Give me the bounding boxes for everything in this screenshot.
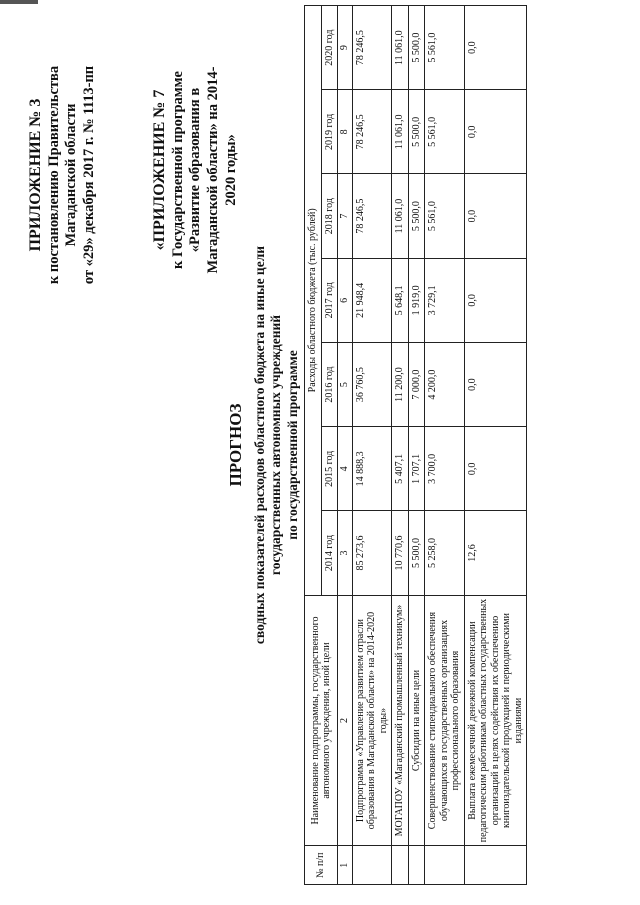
row-value: 5 561,0 bbox=[425, 174, 465, 258]
header-year: 2019 год bbox=[321, 90, 338, 174]
table-index-row bbox=[338, 6, 353, 885]
column-index: 7 bbox=[338, 174, 353, 258]
title-line: государственных автономных учреждений bbox=[268, 314, 284, 576]
appendix-number: ПРИЛОЖЕНИЕ № 3 bbox=[27, 98, 44, 252]
column-index: 4 bbox=[338, 427, 353, 511]
expenses-table bbox=[304, 5, 527, 885]
row-value: 5 407,1 bbox=[392, 427, 409, 511]
appendix-line: Магаданской области bbox=[63, 103, 80, 247]
table-row bbox=[352, 6, 392, 885]
row-value: 7 000,0 bbox=[408, 342, 425, 426]
row-value: 11 061,0 bbox=[392, 90, 409, 174]
row-value: 3 729,1 bbox=[425, 258, 465, 342]
row-value: 11 061,0 bbox=[392, 6, 409, 90]
row-value: 78 246,5 bbox=[352, 6, 392, 90]
table-header-row bbox=[305, 6, 322, 885]
header-number: № п/п bbox=[305, 846, 338, 885]
row-value: 5 648,1 bbox=[392, 258, 409, 342]
row-value: 85 273,6 bbox=[352, 511, 392, 595]
header-year: 2017 год bbox=[321, 258, 338, 342]
row-value: 5 500,0 bbox=[408, 174, 425, 258]
row-value: 5 500,0 bbox=[408, 6, 425, 90]
appendix-date-line: от «29» декабря 2017 г. № 1113-пп bbox=[80, 65, 97, 285]
header-name: Наименование подпрограммы, государственного автономного учреждения, иной цели bbox=[305, 595, 338, 846]
row-value: 78 246,5 bbox=[352, 90, 392, 174]
column-index: 5 bbox=[338, 342, 353, 426]
row-value: 0,0 bbox=[464, 427, 527, 511]
header-year: 2018 год bbox=[321, 174, 338, 258]
row-number bbox=[408, 846, 425, 885]
column-index: 2 bbox=[338, 595, 353, 846]
header-expenses-group: Расходы областного бюджета (тыс. рублей) bbox=[305, 6, 322, 596]
row-number bbox=[425, 846, 465, 885]
row-value: 5 561,0 bbox=[425, 90, 465, 174]
row-number bbox=[464, 846, 527, 885]
table-row bbox=[408, 6, 425, 885]
row-value: 10 770,6 bbox=[392, 511, 409, 595]
header-year: 2015 год bbox=[321, 427, 338, 511]
row-value: 14 888,3 bbox=[352, 427, 392, 511]
row-value: 0,0 bbox=[464, 342, 527, 426]
row-value: 5 258,0 bbox=[425, 511, 465, 595]
row-value: 3 700,0 bbox=[425, 427, 465, 511]
table-row bbox=[464, 6, 527, 885]
program-ref-line: Магаданской области» на 2014- bbox=[204, 66, 221, 274]
program-ref-line: «Развитие образования в bbox=[187, 87, 204, 253]
title-line: по государственной программе bbox=[284, 350, 300, 540]
row-value: 5 500,0 bbox=[408, 90, 425, 174]
table-row bbox=[425, 6, 465, 885]
column-index: 3 bbox=[338, 511, 353, 595]
row-value: 0,0 bbox=[464, 90, 527, 174]
row-value: 5 500,0 bbox=[408, 511, 425, 595]
column-index: 1 bbox=[338, 846, 353, 885]
document-title bbox=[226, 125, 301, 765]
row-number bbox=[352, 846, 392, 885]
row-value: 0,0 bbox=[464, 6, 527, 90]
row-value: 36 760,5 bbox=[352, 342, 392, 426]
title-main: ПРОГНОЗ bbox=[226, 403, 245, 487]
row-value: 21 948,4 bbox=[352, 258, 392, 342]
row-value: 4 200,0 bbox=[425, 342, 465, 426]
header-year: 2014 год bbox=[321, 511, 338, 595]
column-index: 8 bbox=[338, 90, 353, 174]
title-line: сводных показателей расходов областного бюджета на иные цели bbox=[252, 245, 267, 645]
row-name: Субсидии на иные цели bbox=[408, 595, 425, 846]
program-ref-line: к Государственной программе bbox=[169, 71, 186, 269]
row-value: 11 061,0 bbox=[392, 174, 409, 258]
row-name: Совершенствование стипендиального обеспечения обучающихся в государственных организациях профессионального образования bbox=[425, 595, 465, 846]
column-index: 9 bbox=[338, 6, 353, 90]
table-row bbox=[392, 6, 409, 885]
row-value: 0,0 bbox=[464, 174, 527, 258]
column-index: 6 bbox=[338, 258, 353, 342]
row-value: 78 246,5 bbox=[352, 174, 392, 258]
header-year: 2020 год bbox=[321, 6, 338, 90]
row-name: Подпрограмма «Управление развитием отрасли образования в Магаданской области» на 2014-2020 годы» bbox=[352, 595, 392, 846]
row-value: 11 200,0 bbox=[392, 342, 409, 426]
row-value: 5 561,0 bbox=[425, 6, 465, 90]
row-name: МОГАПОУ «Магаданский промышленный техникум» bbox=[392, 595, 409, 846]
row-number bbox=[392, 846, 409, 885]
row-name: Выплата ежемесячной денежной компенсации педагогическим работникам областных государственных организаций в целях содействия их обеспечению книгоиздательской продукцией и периодическими изданиями bbox=[464, 595, 527, 846]
row-value: 0,0 bbox=[464, 258, 527, 342]
appendix-header bbox=[26, 25, 99, 325]
row-value: 1 707,1 bbox=[408, 427, 425, 511]
program-appendix-number: «ПРИЛОЖЕНИЕ № 7 bbox=[151, 89, 168, 251]
row-value: 12,6 bbox=[464, 511, 527, 595]
program-ref-line: 2020 годы» bbox=[222, 134, 239, 206]
header-year: 2016 год bbox=[321, 342, 338, 426]
appendix-line: к постановлению Правительства bbox=[45, 65, 62, 285]
row-value: 1 919,0 bbox=[408, 258, 425, 342]
